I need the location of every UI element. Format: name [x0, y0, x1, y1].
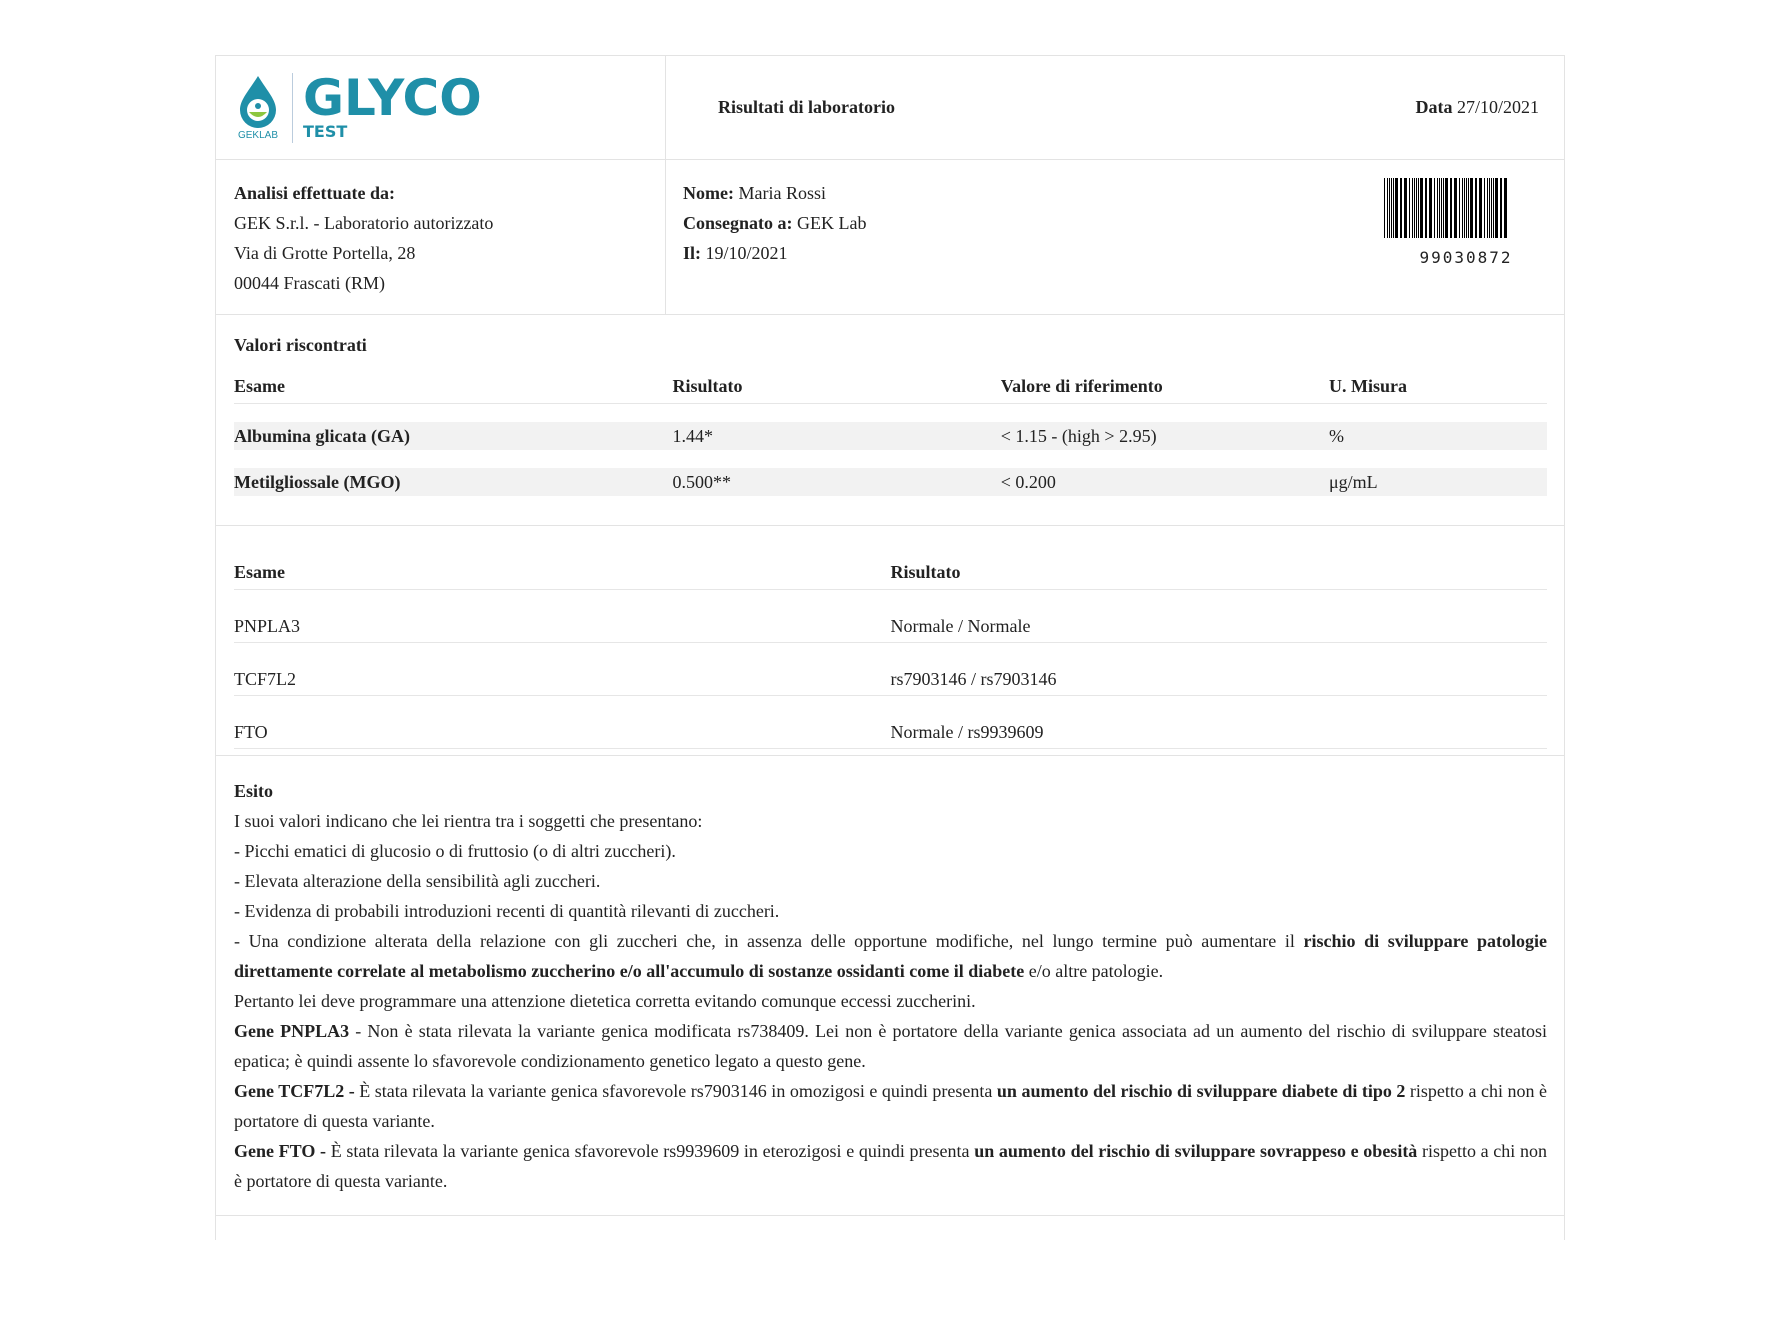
gene-fto-note: [234, 1136, 1547, 1196]
text-bold: Gene TCF7L2 -: [234, 1081, 355, 1101]
report-header: [216, 55, 1564, 160]
text-bold: un aumento del rischio di sviluppare sovrappeso e obesità: [974, 1141, 1418, 1161]
col-header: Esame: [234, 375, 673, 404]
lab-line: Via di Grotte Portella, 28: [234, 243, 416, 263]
gene-tcf7l2-note: [234, 1076, 1547, 1136]
gene-result: Normale / rs9939609: [891, 696, 1548, 749]
gene-name: PNPLA3: [234, 590, 891, 643]
col-header: Risultato: [673, 375, 1001, 404]
text-part: È stata rilevata la variante genica sfavorevole rs9939609 in eterozigosi e quindi presenta: [326, 1141, 975, 1161]
barcode-bar: [1450, 178, 1452, 238]
gene-result: rs7903146 / rs7903146: [891, 643, 1548, 696]
barcode-bar: [1459, 178, 1460, 238]
esito-conclusion: Pertanto lei deve programmare una attenzione dietetica corretta evitando comunque eccessi zuccherini.: [234, 991, 976, 1011]
exam-reference: < 0.200: [1001, 468, 1329, 496]
lab-line: 00044 Frascati (RM): [234, 273, 385, 293]
barcode-bar: [1409, 178, 1410, 238]
barcode-bar: [1441, 178, 1442, 238]
info-row: [216, 160, 1564, 315]
lab-info: [216, 160, 666, 314]
barcode-bar: [1487, 178, 1488, 238]
barcode-bar: [1420, 178, 1423, 238]
lab-label: Analisi effettuate da:: [234, 183, 395, 203]
barcode-bar: [1404, 178, 1407, 238]
text-bold: un aumento del rischio di sviluppare diabete di tipo 2: [996, 1081, 1406, 1101]
barcode-bar: [1500, 178, 1502, 238]
name-label: Nome:: [683, 183, 734, 203]
barcode-bar: [1462, 178, 1463, 238]
esito-bullet: [234, 926, 1547, 986]
report-title: Risultati di laboratorio: [718, 97, 896, 117]
logo-subtitle: TEST: [303, 122, 348, 141]
barcode-bar: [1425, 178, 1427, 238]
text-part: rispetto a chi non è portatore di questa variante.: [234, 1141, 1547, 1191]
table-row: [234, 590, 1547, 643]
barcode-bar: [1412, 178, 1413, 238]
date-value: 27/10/2021: [1456, 97, 1539, 117]
barcode-bar: [1445, 178, 1448, 238]
text-part: e/o altre patologie.: [1024, 961, 1164, 981]
genetics-table: [234, 561, 1547, 749]
values-header-row: [234, 375, 1547, 404]
barcode-bar: [1395, 178, 1398, 238]
col-header: Risultato: [891, 561, 1548, 590]
table-row: [234, 643, 1547, 696]
barcode-bar: [1475, 178, 1477, 238]
delivery-date-label: Il:: [683, 243, 701, 263]
esito-bullet: - Picchi ematici di glucosio o di fruttosio (o di altri zuccheri).: [234, 841, 676, 861]
barcode-bar: [1491, 178, 1492, 238]
name-value: Maria Rossi: [738, 183, 826, 203]
barcode-bar: [1434, 178, 1435, 238]
text-bold: Gene FTO -: [234, 1141, 327, 1161]
gene-name: FTO: [234, 696, 891, 749]
lab-line: GEK S.r.l. - Laboratorio autorizzato: [234, 213, 494, 233]
exam-result: 0.500**: [673, 468, 1001, 496]
barcode-bar: [1439, 178, 1440, 238]
barcode-bar: [1466, 178, 1467, 238]
barcode-bar: [1437, 178, 1438, 238]
barcode-bar: [1414, 178, 1415, 238]
delivered-value: GEK Lab: [797, 213, 867, 233]
exam-unit: %: [1329, 422, 1547, 450]
esito-section: [216, 756, 1564, 1216]
barcode-bar: [1416, 178, 1417, 238]
barcode-bar: [1484, 178, 1485, 238]
table-row: [234, 696, 1547, 749]
delivery-date-value: 19/10/2021: [705, 243, 788, 263]
text-bold: Gene PNPLA3: [234, 1021, 350, 1041]
values-title: Valori riscontrati: [234, 335, 367, 355]
exam-name: Metilgliossale (MGO): [234, 468, 673, 496]
drop-logo-icon: [236, 74, 280, 128]
report-date: [1415, 97, 1539, 118]
values-table: [234, 375, 1547, 496]
barcode-bar: [1504, 178, 1507, 238]
barcode-bars: [1384, 178, 1548, 238]
col-header: Valore di riferimento: [1001, 375, 1329, 404]
barcode-bar: [1495, 178, 1498, 238]
barcode-bar: [1429, 178, 1432, 238]
text-part: rispetto a chi non è portatore di questa variante.: [234, 1081, 1548, 1131]
exam-result: 1.44*: [673, 422, 1001, 450]
text-bold: rischio di sviluppare patologie direttamente correlate al metabolismo zuccherino e/o all'accumulo di sostanze ossidanti come il diabete: [234, 931, 1548, 981]
barcode-bar: [1393, 178, 1394, 238]
date-label: Data: [1415, 97, 1453, 117]
barcode-bar: [1489, 178, 1490, 238]
esito-bullet: - Elevata alterazione della sensibilità agli zuccheri.: [234, 871, 601, 891]
lab-report: [215, 55, 1565, 1240]
gene-pnpla3-note: [234, 1016, 1547, 1076]
barcode-bar: [1387, 178, 1388, 238]
barcode-bar: [1391, 178, 1392, 238]
esito-intro: I suoi valori indicano che lei rientra tra i soggetti che presentano:: [234, 811, 703, 831]
barcode-bar: [1493, 178, 1494, 238]
delivered-label: Consegnato a:: [683, 213, 793, 233]
barcode-bar: [1400, 178, 1402, 238]
barcode-bar: [1418, 178, 1419, 238]
col-header: Esame: [234, 561, 891, 590]
barcode-bar: [1479, 178, 1482, 238]
col-header: U. Misura: [1329, 375, 1547, 404]
logo: [216, 56, 666, 159]
barcode-bar: [1389, 178, 1390, 238]
exam-name: Albumina glicata (GA): [234, 422, 673, 450]
barcode-bar: [1443, 178, 1444, 238]
esito-bullet: - Evidenza di probabili introduzioni recenti di quantità rilevanti di zuccheri.: [234, 901, 780, 921]
text-part: È stata rilevata la variante genica sfavorevole rs7903146 in omozigosi e quindi presenta: [354, 1081, 997, 1101]
logo-title: GLYCO: [303, 69, 482, 127]
barcode-bar: [1384, 178, 1385, 238]
genetics-header-row: [234, 561, 1547, 590]
esito-title: Esito: [234, 781, 274, 801]
logo-brand: GEKLAB: [237, 130, 279, 141]
barcode: [1384, 178, 1548, 273]
text-part: - Una condizione alterata della relazione con gli zuccheri che, in assenza delle opportune modifiche, nel lungo termine può aumentare il: [234, 931, 1304, 951]
table-row: [234, 422, 1547, 450]
genetics-section: [216, 526, 1564, 756]
barcode-bar: [1468, 178, 1469, 238]
exam-reference: < 1.15 - (high > 2.95): [1001, 422, 1329, 450]
gene-result: Normale / Normale: [891, 590, 1548, 643]
patient-info: [666, 160, 1564, 314]
values-section: [216, 315, 1564, 526]
barcode-number: 99030872: [1419, 248, 1513, 267]
exam-unit: μg/mL: [1329, 468, 1547, 496]
barcode-bar: [1470, 178, 1473, 238]
barcode-bar: [1464, 178, 1465, 238]
barcode-bar: [1454, 178, 1457, 238]
table-row: [234, 468, 1547, 496]
gene-name: TCF7L2: [234, 643, 891, 696]
text-part: - Non è stata rilevata la variante genica modificata rs738409. Lei non è portatore della variante genica associata ad un aumento del rischio di sviluppare steatosi epatica; è quindi assente lo sfavorevole condizionamento genetico legato a questo gene.: [234, 1021, 1547, 1071]
